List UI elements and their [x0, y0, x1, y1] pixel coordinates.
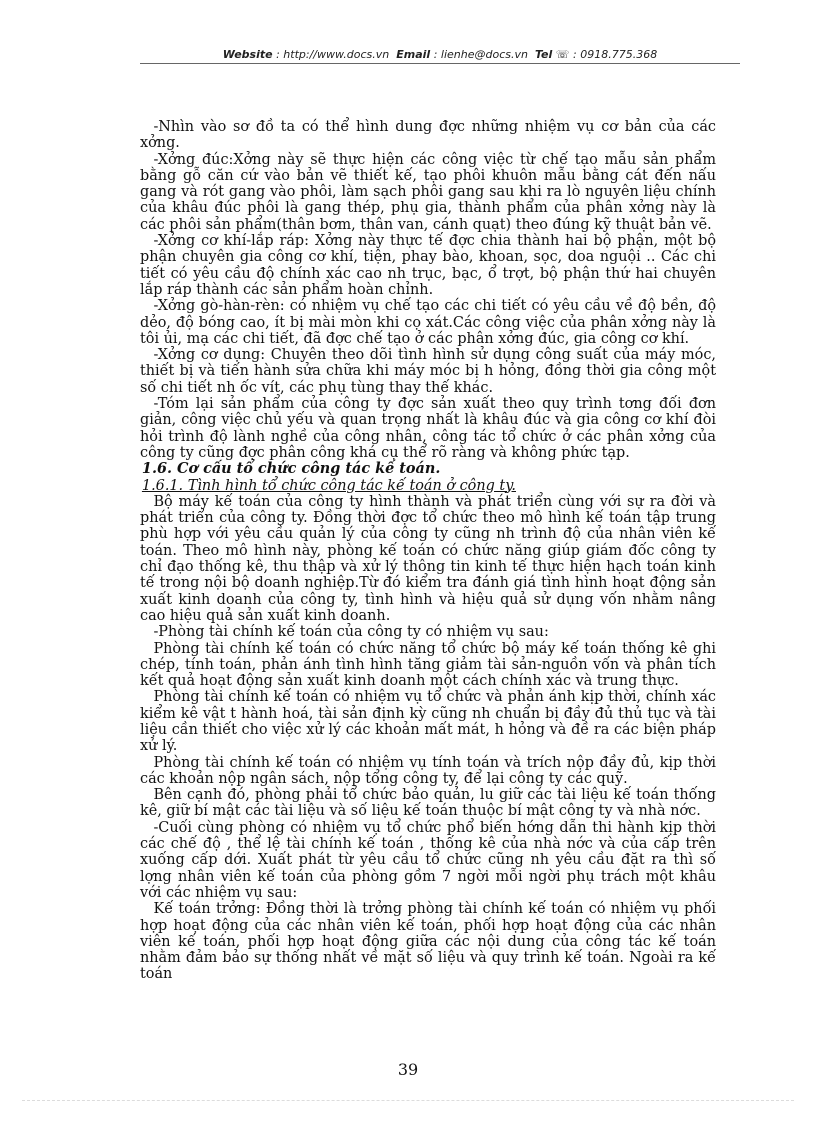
paragraph: -Phòng tài chính kế toán của công ty có nhiệm vụ sau: [153, 622, 549, 641]
paragraph: Phòng tài chính kế toán có nhiệm vụ tổ chức và phản ánh kịp thời, chính xác kiểm kê vật t hành hoá, tài sản định kỳ cũng nh chuẩn bị đầy đủ thủ tục và tài liệu cần thiết cho việc xử lý các khoản mất mát, h hỏng và đề ra các biện pháp xử lý. [140, 687, 716, 755]
paragraph: Bộ máy kế toán của công ty hình thành và phát triển cùng với sự ra đời và phát triển của công ty. Đồng thời đợc tổ chức theo mô hình kế toán tập trung phù hợp với yêu cầu quản lý của công ty cũng nh trình độ của nhân viên kế toán. Theo mô hình này, phòng kế toán có chức năng giúp giám đốc công ty chỉ đạo thống kê, thu thập và xử lý thông tin kinh tế thực hiện hạch toán kinh tế trong nội bộ doanh nghiệp.Từ đó kiểm tra đánh giá tình hình hoạt động sản xuất kinh doanh của công ty, tình hình và hiệu quả sử dụng vốn nhằm nâng cao hiệu quả sản xuất kinh doanh. [140, 491, 716, 624]
paragraph: -Tóm lại sản phẩm của công ty đợc sản xuất theo quy trình tơng đối đơn giản, công việc chủ yếu và quan trọng nhất là khâu đúc và gia công cơ khí đòi hỏi trình độ lành nghề của công nhân, công tác tổ chức ở các phân xởng của công ty cũng đợc phân công khá cụ thể rõ ràng và không phức tạp. [140, 394, 716, 461]
page-header [140, 48, 740, 64]
paragraph: -Cuối cùng phòng có nhiệm vụ tổ chức phổ biến hớng dẫn thi hành kịp thời các chế độ , thể lệ tài chính kế toán , thống kê của nhà nớc và của cấp trên xuống cấp dới. Xuất phát từ yêu cầu tổ chức cũng nh yêu cầu đặt ra thì số lợng nhân viên kế toán của phòng gồm 7 ngời mỗi ngời phụ trách một khâu với các nhiệm vụ sau: [140, 817, 716, 901]
phone-icon: ☏ [555, 48, 570, 61]
paragraph: -Xởng cơ khí-lắp ráp: Xởng này thực tế đợc chia thành hai bộ phận, một bộ phận chuyên gia công cơ khí, tiện, phay bào, khoan, sọc, doa nguội .. Các chi tiết có yêu cầu độ chính xác cao nh trục, bạc, ổ trợt, bộ phận thứ hai chuyên lắp ráp thành các sản phẩm hoàn chỉnh. [140, 231, 716, 298]
website-label: Website [222, 48, 273, 61]
paragraph: -Nhìn vào sơ đồ ta có thể hình dung đợc những nhiệm vụ cơ bản của các xởng. [140, 117, 716, 152]
paragraph: Phòng tài chính kế toán có nhiệm vụ tính toán và trích nộp đầy đủ, kịp thời các khoản nộp ngân sách, nộp tổng công ty, để lại công ty các quỹ. [140, 752, 716, 787]
section-heading: 1.6. Cơ cấu tổ chức công tác kế toán. [141, 459, 441, 478]
subsection-heading: 1.6.1. Tình hình tổ chức công tác kế toán ở công ty. [141, 475, 517, 494]
paragraph: -Xởng gò-hàn-rèn: có nhiệm vụ chế tạo các chi tiết có yêu cầu về độ bền, độ dẻo, độ bóng cao, ít bị mài mòn khi cọ xát.Các công việc của phân xởng này là tôi ủi, mạ các chi tiết, đã đợc chế tạo ở các phân xởng đúc, gia công cơ khí. [140, 296, 716, 347]
footer-divider [22, 1100, 794, 1101]
page-number: 39 [397, 1060, 419, 1079]
tel-label: Tel [534, 48, 553, 61]
email-label: Email [396, 48, 431, 61]
paragraph: Phòng tài chính kế toán có chức năng tổ chức bộ máy kế toán thống kê ghi chép, tính toán, phản ánh tình hình tăng giảm tài sản-nguồn vốn và phân tích kết quả hoạt động sản xuất kinh doanh một cách chính xác và trung thực. [140, 638, 716, 690]
document-body [140, 118, 716, 982]
paragraph: Kế toán trởng: Đồng thời là trởng phòng tài chính kế toán có nhiệm vụ phối hợp hoạt động của các nhân viên kế toán, phối hợp hoạt động của các nhân viên kế toán, phối hợp hoạt động giữa các nội dung của công tác kế toán nhằm đảm bảo sự thống nhất về mặt số liệu và quy trình kế toán. Ngoài ra kế toán [140, 899, 716, 983]
tel-value: : 0918.775.368 [573, 48, 658, 61]
paragraph: -Xởng đúc:Xởng này sẽ thực hiện các công việc từ chế tạo mẫu sản phẩm bằng gỗ căn cứ vào bản vẽ thiết kế, tạo phôi khuôn mẫu bằng cát đến nấu gang và rót gang vào phôi, làm sạch phôi gang sau khi ra lò nguyên liệu chính của khâu đúc phôi là gang thép, phụ gia, thành phẩm của phân xởng này là các phôi sản phẩm(thân bơm, thân van, cánh quạt) theo đúng kỹ thuật bản vẽ. [140, 149, 716, 233]
paragraph: -Xởng cơ dụng: Chuyên theo dõi tình hình sử dụng công suất của máy móc, thiết bị và tiến hành sửa chữa khi máy móc bị h hỏng, đồng thời gia công một số chi tiết nh ốc vít, các phụ tùng thay thế khác. [140, 345, 716, 396]
email-value: : lienhe@docs.vn [433, 48, 528, 61]
website-value: : http://www.docs.vn [276, 48, 390, 61]
paragraph: Bên cạnh đó, phòng phải tổ chức bảo quản, lu giữ các tài liệu kế toán thống kê, giữ bí mật các tài liệu và số liệu kế toán thuộc bí mật công ty và nhà nớc. [140, 785, 716, 820]
